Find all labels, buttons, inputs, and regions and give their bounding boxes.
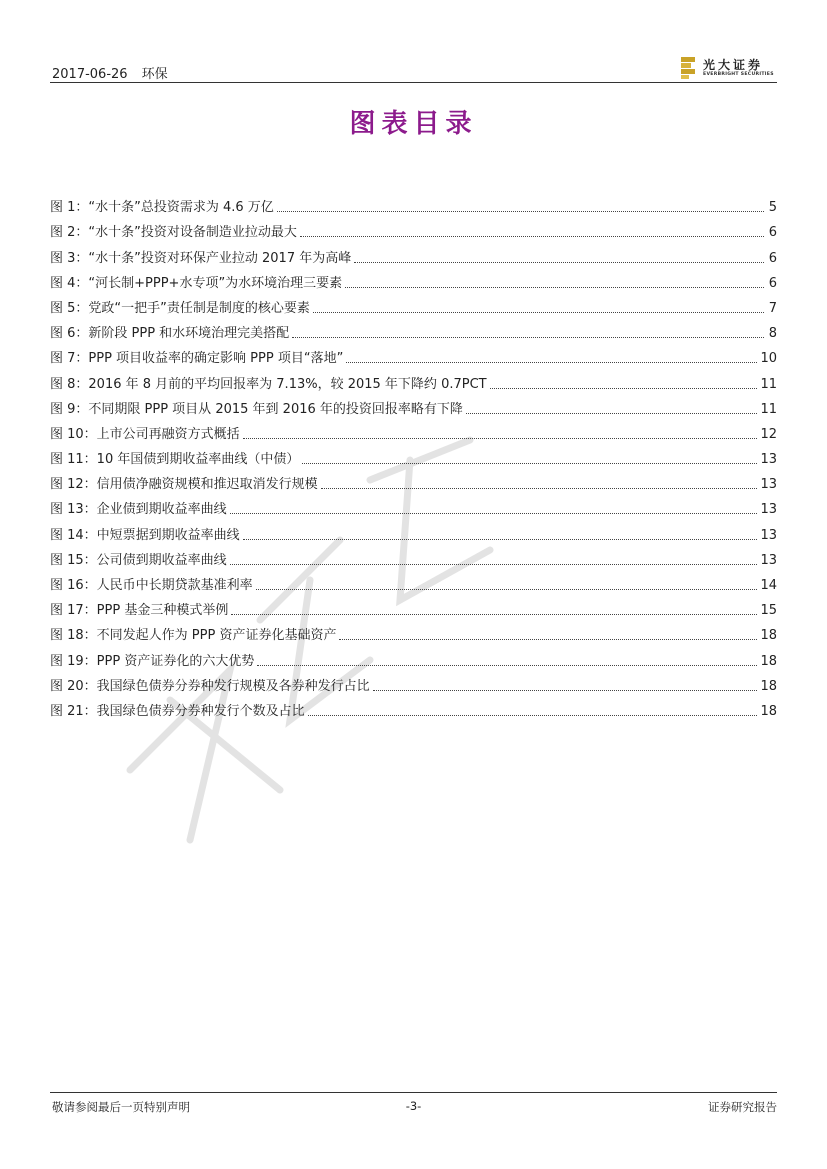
- toc-page: 8: [768, 326, 777, 342]
- toc-entry[interactable]: [50, 267, 777, 292]
- toc-label: 图 10：上市公司再融资方式概括: [50, 426, 240, 442]
- toc-page: 13: [760, 552, 777, 568]
- toc-leader: [243, 539, 758, 540]
- toc-entry[interactable]: [50, 317, 777, 342]
- toc-label: 图 6：新阶段 PPP 和水环境治理完美搭配: [50, 326, 290, 342]
- toc-leader: [345, 287, 764, 288]
- toc-leader: [231, 614, 757, 615]
- toc-leader: [373, 690, 758, 691]
- toc-entry[interactable]: [50, 670, 777, 695]
- page-number: -3-: [405, 1099, 422, 1113]
- toc-page: 10: [760, 351, 777, 367]
- toc-label: 图 11：10 年国债到期收益率曲线（中债）: [50, 452, 300, 468]
- toc-leader: [257, 665, 757, 666]
- header-meta: [52, 63, 168, 82]
- toc-page: 6: [768, 250, 777, 266]
- toc-leader: [321, 488, 758, 489]
- toc-label: 图 20：我国绿色债券分券种发行规模及各券种发行占比: [50, 678, 370, 694]
- toc-label: 图 14：中短票据到期收益率曲线: [50, 527, 240, 543]
- toc-page: 12: [760, 426, 777, 442]
- toc-entry[interactable]: [50, 367, 777, 392]
- toc-entry[interactable]: [50, 216, 777, 241]
- toc-leader: [346, 362, 757, 363]
- toc-entry[interactable]: [50, 594, 777, 619]
- toc-label: 图 1：“水十条”总投资需求为 4.6 万亿: [50, 200, 274, 216]
- toc-leader: [292, 337, 764, 338]
- toc-leader: [243, 438, 758, 439]
- toc-page: 15: [760, 603, 777, 619]
- toc-page: 14: [760, 578, 777, 593]
- toc-leader: [230, 564, 758, 565]
- toc-page: 6: [768, 225, 777, 241]
- toc-entry[interactable]: [50, 544, 777, 569]
- toc-entry[interactable]: [50, 241, 777, 266]
- toc-label: 图 19：PPP 资产证券化的六大优势: [50, 653, 255, 669]
- toc-leader: [490, 388, 758, 389]
- toc-entry[interactable]: [50, 619, 777, 644]
- toc-entry[interactable]: [50, 292, 777, 317]
- toc-entry[interactable]: [50, 468, 777, 493]
- toc-label: 图 21：我国绿色债券分券种发行个数及占比: [50, 703, 305, 719]
- toc-label: 图 3：“水十条”投资对环保产业拉动 2017 年为高峰: [50, 250, 352, 266]
- toc-label: 图 13：企业债到期收益率曲线: [50, 502, 227, 518]
- toc-leader: [230, 513, 758, 514]
- toc-entry[interactable]: [50, 418, 777, 443]
- toc-label: 图 17：PPP 基金三种模式举例: [50, 603, 229, 619]
- toc-page: 11: [760, 401, 777, 417]
- header-divider: [50, 82, 777, 83]
- toc-label: 图 16：人民币中长期贷款基准利率: [50, 578, 253, 593]
- toc-entry[interactable]: [50, 695, 777, 720]
- toc-leader: [354, 262, 764, 263]
- toc-page: 13: [760, 527, 777, 543]
- toc-leader: [256, 589, 758, 590]
- toc-entry[interactable]: [50, 569, 777, 594]
- toc-leader: [277, 211, 764, 212]
- toc-page: 13: [760, 477, 777, 493]
- page-title: 图表目录: [349, 109, 478, 139]
- figure-list: [50, 191, 777, 720]
- header-sector: 环保: [141, 67, 168, 82]
- toc-label: 图 8：2016 年 8 月前的平均回报率为 7.13%，较 2015 年下降约 0.7PCT: [50, 376, 487, 392]
- toc-page: 18: [760, 628, 777, 644]
- company-logo: [681, 56, 777, 82]
- logo-text-cn: 光大证券: [703, 58, 764, 72]
- toc-entry[interactable]: [50, 191, 777, 216]
- footer-disclaimer: 敬请参阅最后一页特别声明: [52, 1100, 190, 1114]
- toc-label: 图 2：“水十条”投资对设备制造业拉动最大: [50, 225, 297, 241]
- toc-page: 7: [768, 300, 777, 316]
- toc-entry[interactable]: [50, 644, 777, 669]
- toc-leader: [466, 413, 758, 414]
- toc-entry[interactable]: [50, 518, 777, 543]
- logo-text-en: EVERBRIGHT SECURITIES: [703, 72, 774, 77]
- toc-page: 18: [760, 653, 777, 669]
- footer-divider: [50, 1092, 777, 1093]
- footer-report-type: 证券研究报告: [708, 1100, 777, 1114]
- toc-label: 图 18：不同发起人作为 PPP 资产证券化基础资产: [50, 628, 337, 644]
- toc-page: 5: [768, 200, 777, 216]
- toc-leader: [308, 715, 758, 716]
- header-date: 2017-06-26: [52, 67, 128, 82]
- logo-mark-icon: [681, 57, 697, 79]
- toc-entry[interactable]: [50, 393, 777, 418]
- toc-entry[interactable]: [50, 342, 777, 367]
- toc-page: 11: [760, 376, 777, 392]
- toc-entry[interactable]: [50, 493, 777, 518]
- toc-label: 图 15：公司债到期收益率曲线: [50, 552, 227, 568]
- toc-page: 13: [760, 502, 777, 518]
- toc-label: 图 9：不同期限 PPP 项目从 2015 年到 2016 年的投资回报率略有下降: [50, 401, 463, 417]
- toc-label: 图 12：信用债净融资规模和推迟取消发行规模: [50, 477, 318, 493]
- toc-leader: [339, 639, 757, 640]
- toc-leader: [302, 463, 757, 464]
- toc-leader: [300, 236, 764, 237]
- toc-page: 18: [760, 678, 777, 694]
- toc-page: 13: [760, 452, 777, 468]
- toc-page: 6: [768, 275, 777, 291]
- toc-label: 图 7：PPP 项目收益率的确定影响 PPP 项目“落地”: [50, 351, 344, 367]
- toc-page: 18: [760, 703, 777, 719]
- toc-entry[interactable]: [50, 443, 777, 468]
- toc-leader: [313, 312, 764, 313]
- toc-label: 图 5：党政“一把手”责任制是制度的核心要素: [50, 300, 310, 316]
- toc-label: 图 4：“河长制+PPP+水专项”为水环境治理三要素: [50, 275, 343, 291]
